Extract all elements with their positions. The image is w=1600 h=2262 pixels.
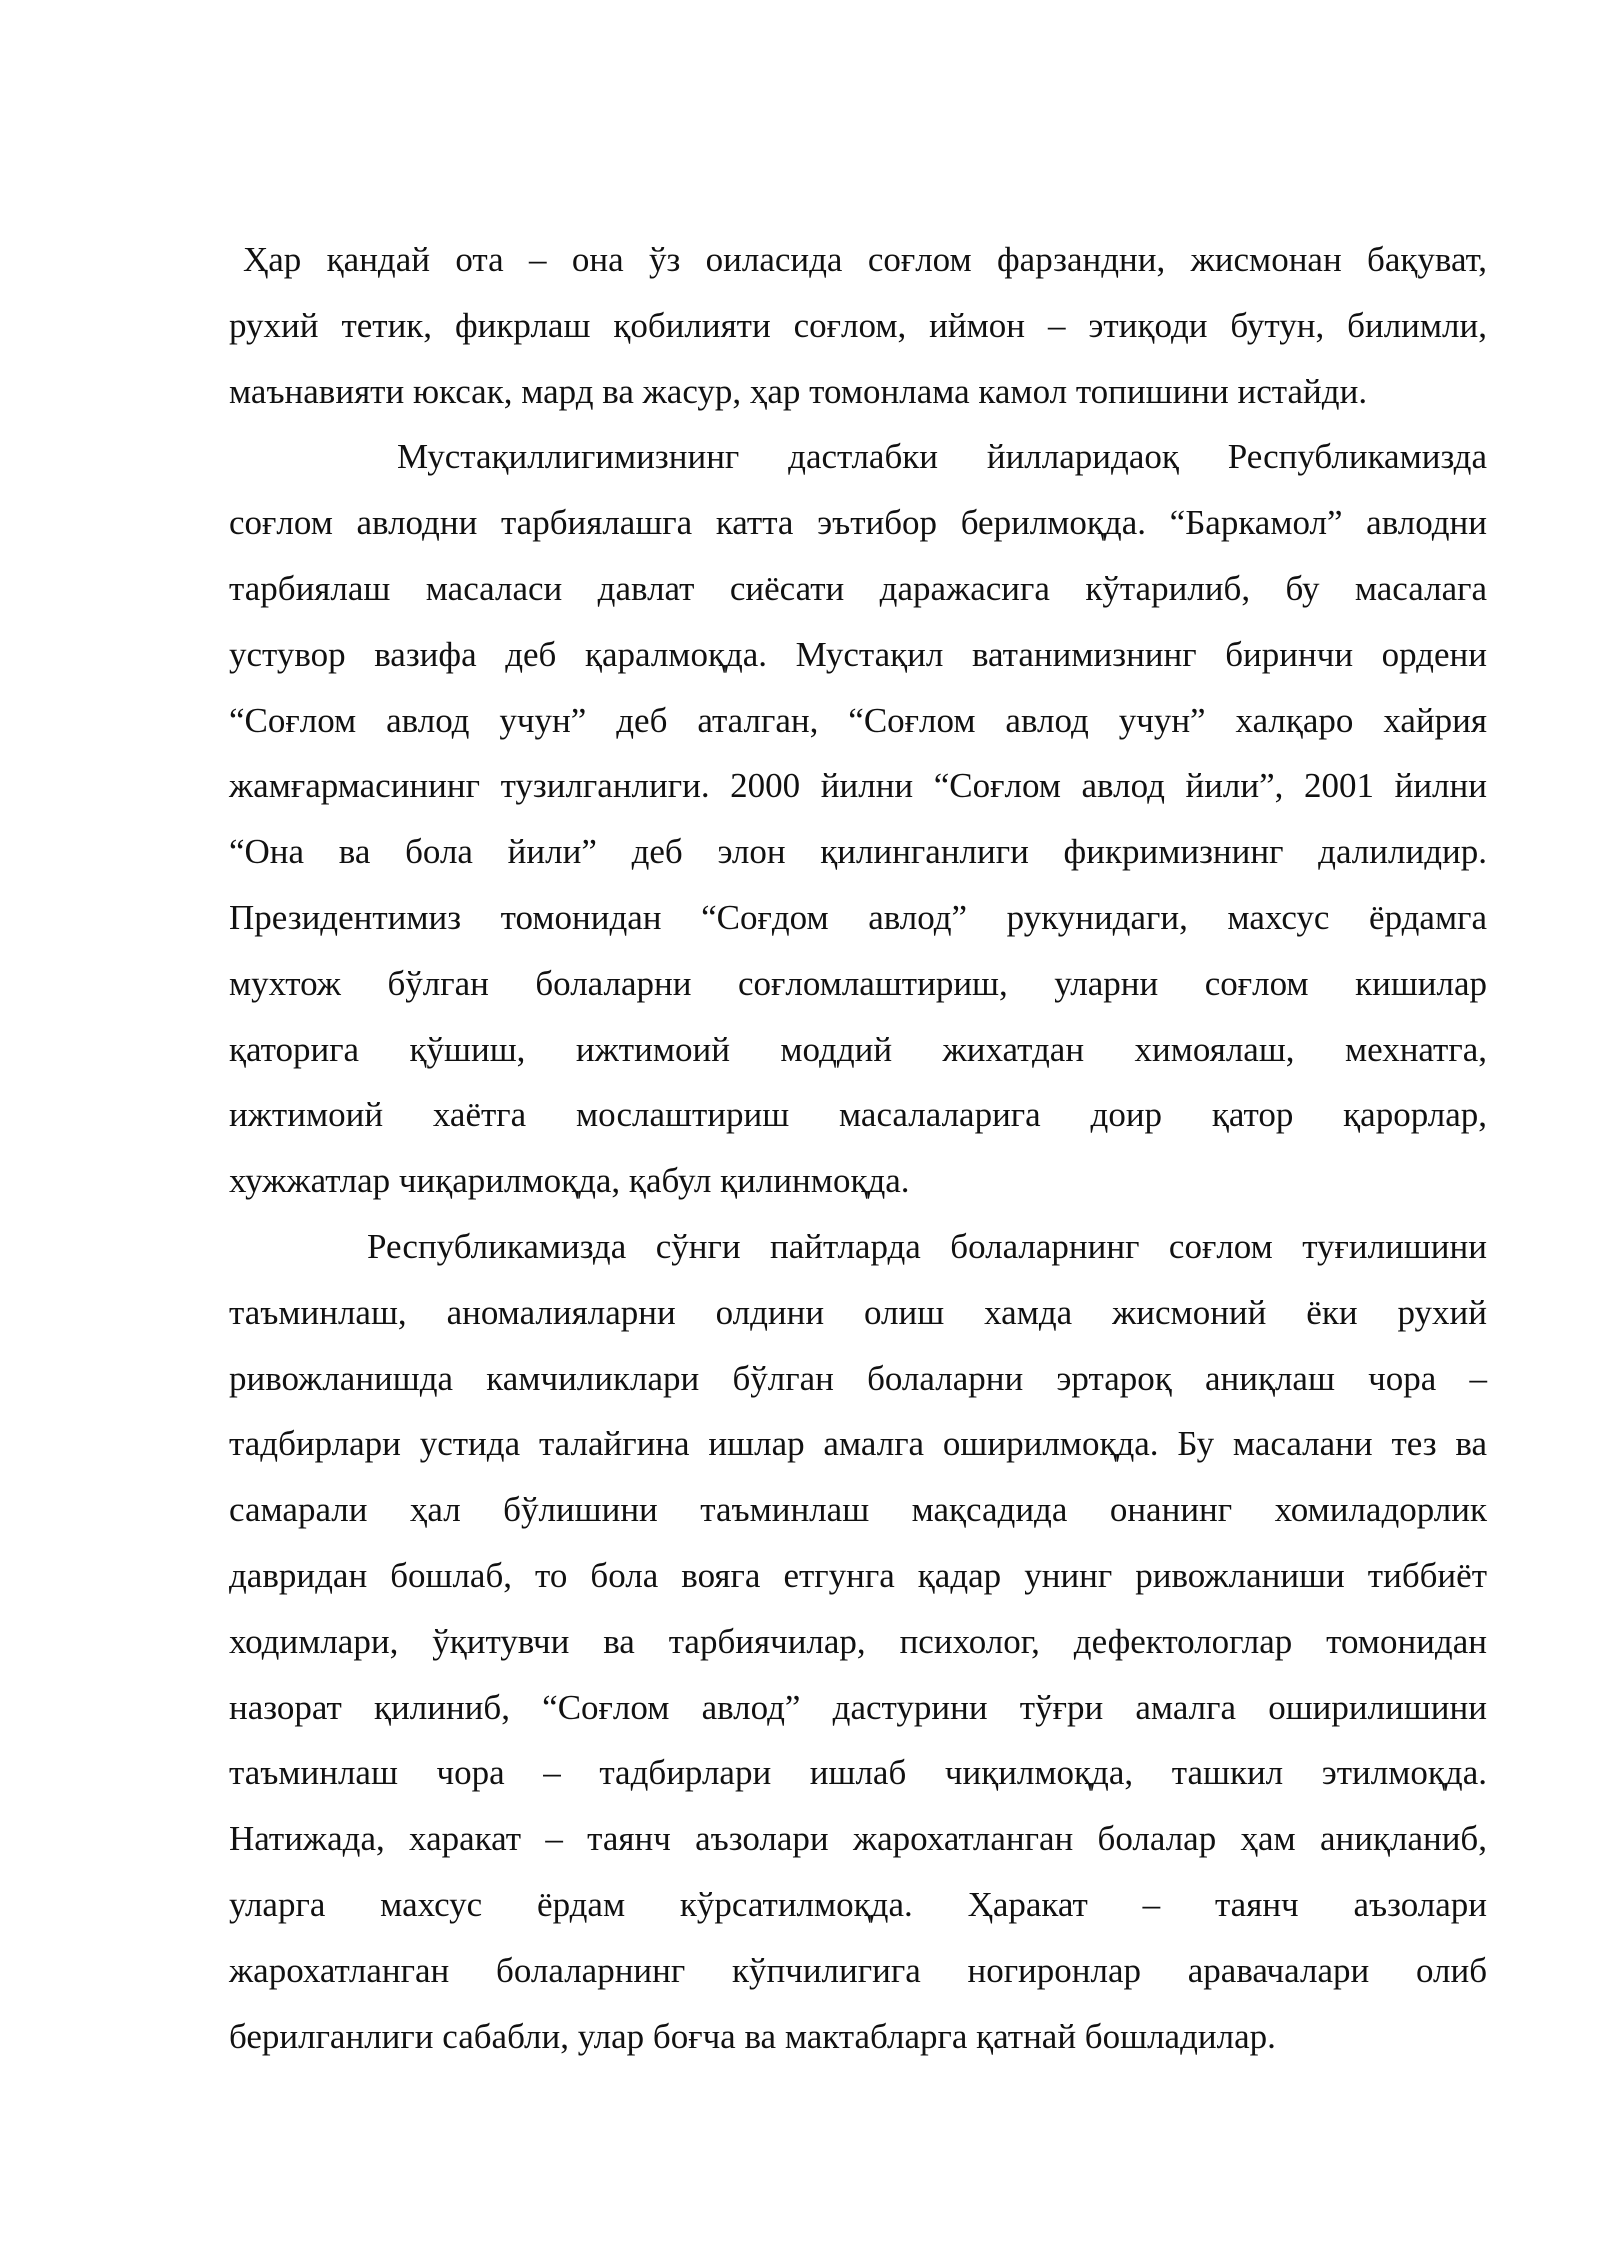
text-line: назорат қилиниб, “Соғлом авлод” дастурини тўғри амалга оширилишини bbox=[229, 1687, 1487, 1727]
document-body bbox=[229, 227, 1487, 2069]
text-line: “Соғлом авлод учун” деб аталган, “Соғлом авлод учун” халқаро хайрия bbox=[229, 700, 1487, 740]
text-line: давридан бошлаб, то бола вояга етгунга қадар унинг ривожланиши тиббиёт bbox=[229, 1555, 1487, 1595]
text-line: Президентимиз томонидан “Соғдом авлод” рукунидаги, махсус ёрдамга bbox=[229, 897, 1487, 937]
text-line: Республикамизда сўнги пайтларда болаларнинг соғлом туғилишини bbox=[367, 1226, 1487, 1266]
text-line: рухий тетик, фикрлаш қобилияти соғлом, иймон – этиқоди бутун, билимли, bbox=[229, 305, 1487, 345]
paragraph-1 bbox=[229, 227, 1487, 424]
text-line: хужжатлар чиқарилмоқда, қабул қилинмоқда. bbox=[229, 1161, 910, 1201]
text-line: жамғармасининг тузилганлиги. 2000 йилни “Соғлом авлод йили”, 2001 йилни bbox=[229, 766, 1487, 806]
text-line: самарали ҳал бўлишини таъминлаш мақсадида онанинг хомиладорлик bbox=[229, 1490, 1487, 1530]
text-line: ривожланишда камчиликлари бўлган болаларни эртароқ аниқлаш чора – bbox=[229, 1358, 1487, 1398]
text-line: тадбирлари устида талайгина ишлар амалга оширилмоқда. Бу масалани тез ва bbox=[229, 1424, 1487, 1464]
text-line: қаторига қўшиш, ижтимоий моддий жихатдан химоялаш, мехнатга, bbox=[229, 1029, 1487, 1069]
text-line: тарбиялаш масаласи давлат сиёсати даражасига кўтарилиб, бу масалага bbox=[229, 568, 1487, 608]
text-line: Мустақиллигимизнинг дастлабки йилларидаоқ Республикамизда bbox=[397, 437, 1487, 477]
text-line: “Она ва бола йили” деб элон қилинганлиги фикримизнинг далилидир. bbox=[229, 832, 1487, 872]
paragraph-3 bbox=[229, 1214, 1487, 2069]
text-line: ижтимоий хаётга мослаштириш масалаларига доир қатор қарорлар, bbox=[229, 1095, 1487, 1135]
text-line: уларга махсус ёрдам кўрсатилмоқда. Ҳаракат – таянч аъзолари bbox=[229, 1884, 1487, 1924]
paragraph-2 bbox=[229, 424, 1487, 1214]
text-line: ходимлари, ўқитувчи ва тарбиячилар, психолог, дефектологлар томонидан bbox=[229, 1621, 1487, 1661]
text-line: Натижада, харакат – таянч аъзолари жарохатланган болалар ҳам аниқланиб, bbox=[229, 1819, 1487, 1859]
text-line: жарохатланган болаларнинг кўпчилигига ногиронлар аравачалари олиб bbox=[229, 1950, 1487, 1990]
text-line: мухтож бўлган болаларни соғломлаштириш, уларни соғлом кишилар bbox=[229, 963, 1487, 1003]
text-line: берилганлиги сабабли, улар боғча ва мактабларга қатнай бошладилар. bbox=[229, 2016, 1276, 2056]
text-line: Ҳар қандай ота – она ўз оиласида соғлом фарзандни, жисмонан бақуват, bbox=[243, 240, 1487, 279]
text-line: таъминлаш чора – тадбирлари ишлаб чиқилмоқда, ташкил этилмоқда. bbox=[229, 1753, 1487, 1793]
text-line: маънавияти юксак, мард ва жасур, ҳар томонлама камол топишини истайди. bbox=[229, 371, 1368, 411]
text-line: устувор вазифа деб қаралмоқда. Мустақил ватанимизнинг биринчи ордени bbox=[229, 634, 1487, 674]
text-line: таъминлаш, аномалияларни олдини олиш хамда жисмоний ёки рухий bbox=[229, 1292, 1487, 1332]
text-line: соғлом авлодни тарбиялашга катта эътибор берилмоқда. “Баркамол” авлодни bbox=[229, 503, 1487, 543]
